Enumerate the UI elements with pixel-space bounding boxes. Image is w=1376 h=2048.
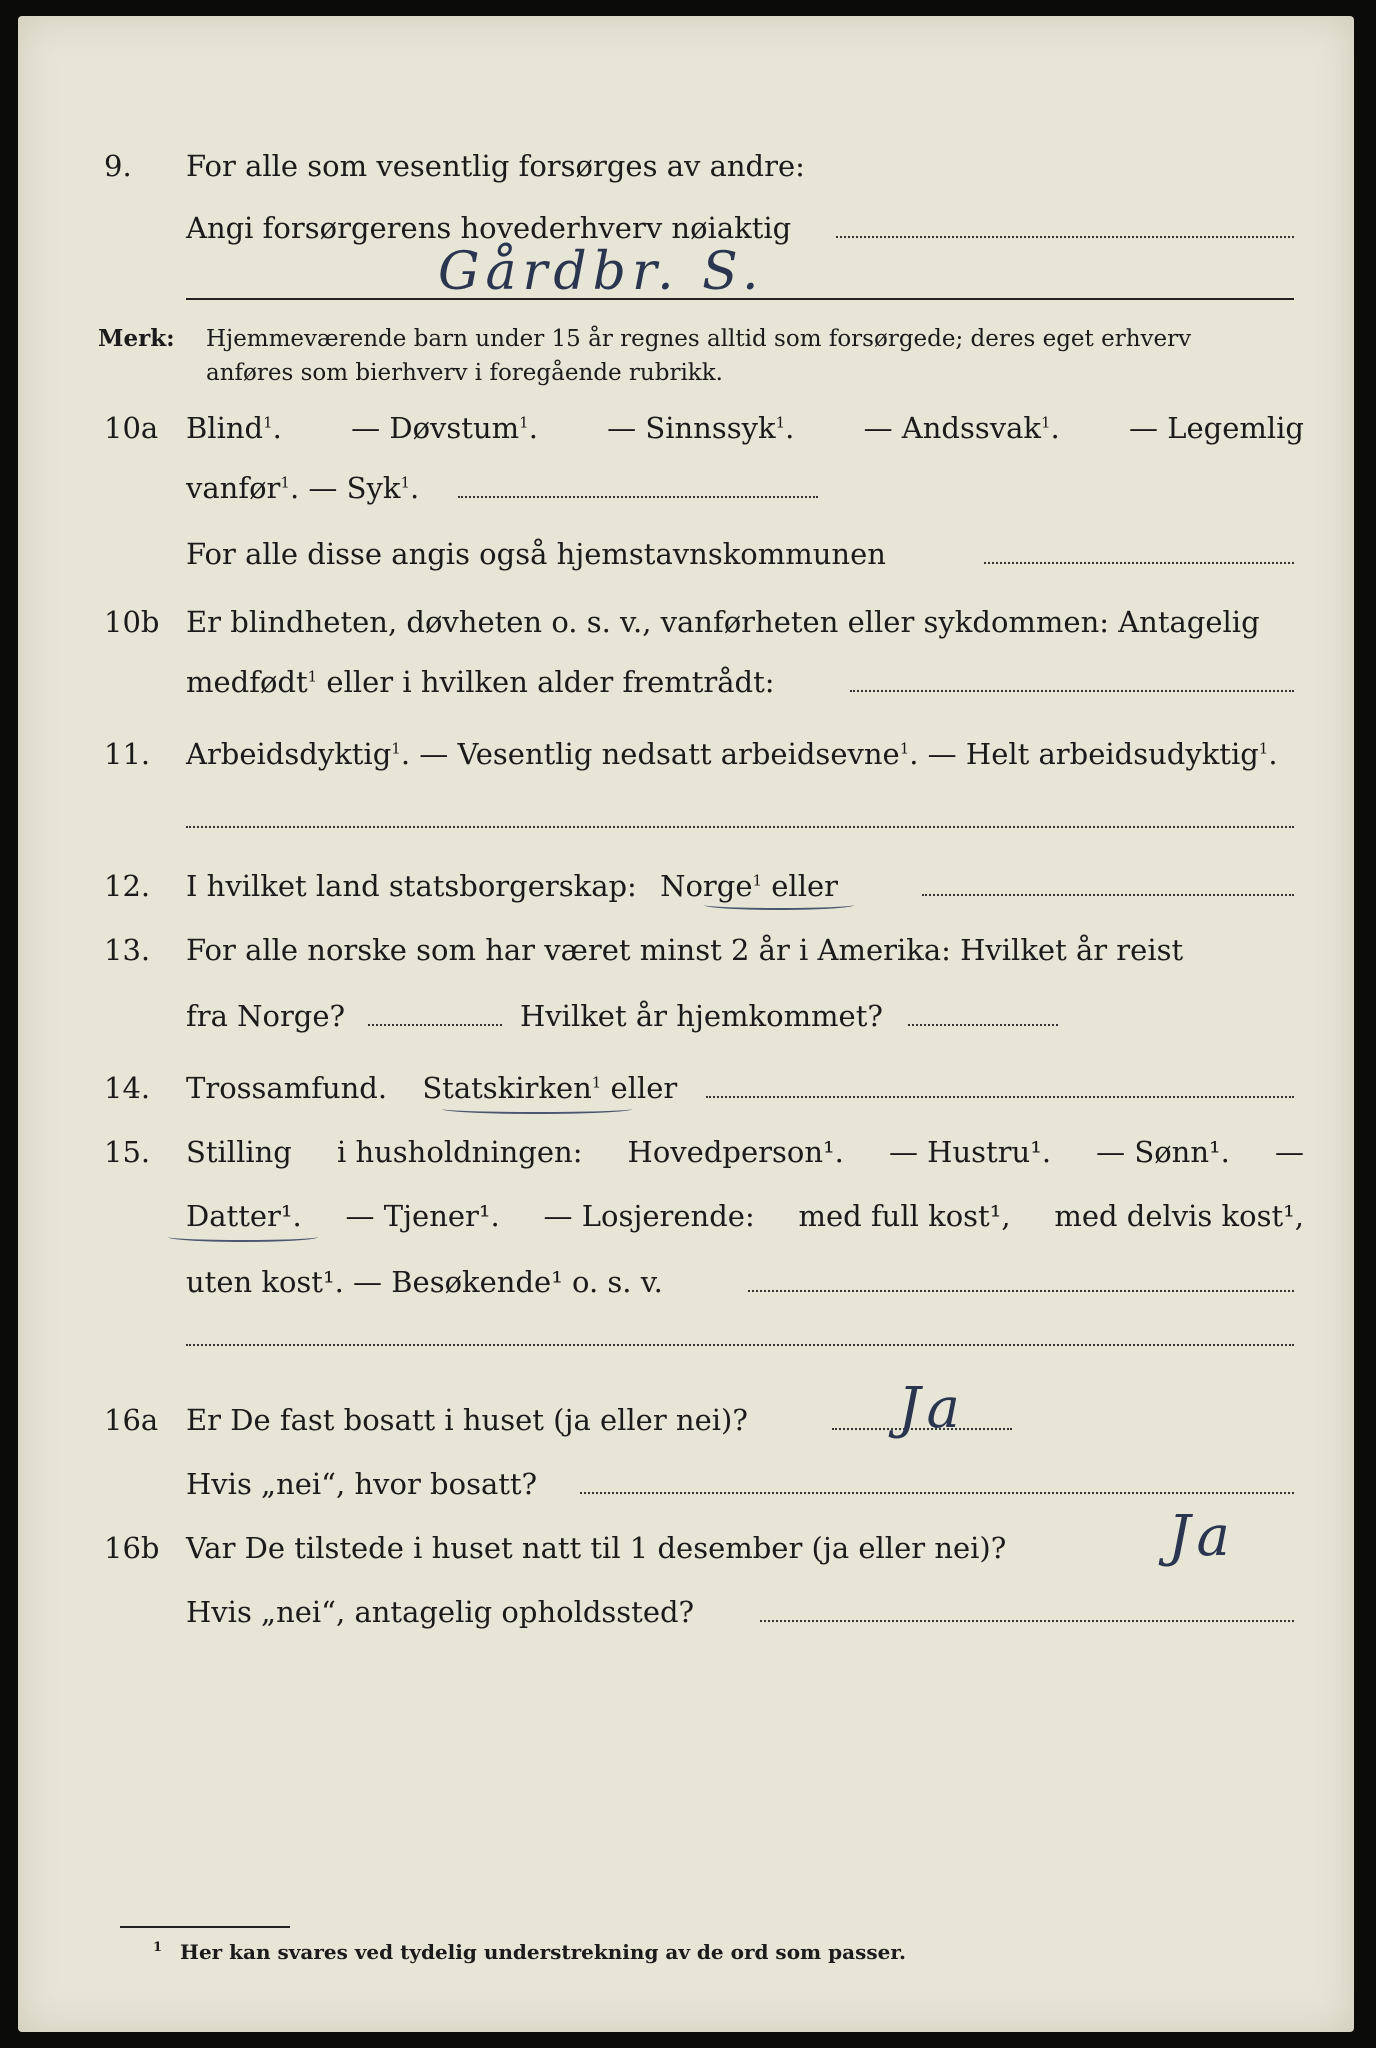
q13-number: 13.	[104, 933, 151, 967]
q15-husholdningen: i husholdningen:	[336, 1135, 583, 1169]
q12-text: I hvilket land statsborgerskap:	[186, 869, 637, 903]
q15-sonn: — Sønn¹.	[1096, 1135, 1230, 1169]
q10b-number: 10b	[104, 605, 160, 639]
q10b-alder: eller i hvilken alder fremtrådt:	[317, 665, 775, 699]
q14-eller: eller	[601, 1071, 678, 1105]
q16b-number: 16b	[104, 1531, 160, 1565]
q11-number: 11.	[104, 737, 151, 771]
q11-answer-line	[186, 826, 1294, 828]
footnote-mark: 1	[153, 1940, 163, 1956]
q10b-medfodt: medfødt	[186, 665, 308, 699]
census-form-page: 9. For alle som vesentlig forsørges av andre: Angi forsørgerens hovederhverv nøiaktig Gårdbr. S. Merk: Hjemmeværende barn under 15 år regnes alltid som forsørgede; deres eget erhverv anføres som bierhverv i foregående rubrikk. 10a Blind$^1$. — Døvstum$^1$. — Sinnssyk$^1$. — Andssvak$^1$. — Legemlig vanfør$^1$. — Syk$^1$. For alle disse angis også hjemstavnskommunen 10b Er blindheten, døvheten o. s. v., vanførheten eller sykdommen: Antagelig medfødt$^1$ eller i hvilken alder fremtrådt: 11. Arbeidsdyktig$^1$. — Vesentlig nedsatt arbeidsevne$^1$. — Helt arbeidsudyktig$^1$. 12. I hvilket land statsborgerskap: Norge$^1$ eller 13. For alle norske som har været minst 2 år i Amerika: Hvilket år reist fra Norge? Hvilket år hjemkommet? 14. Trossamfund. Statskirken$^1$ eller 15. Stilling i husholdningen: Hovedperson¹. — Hustru¹. — Sønn¹. — Datter¹. — Tjener¹. — Losjerende: med full kost¹, med delvis kost¹, uten kost¹. — Besøkende¹ o. s. v. 16a Er De fast bosatt i huset (ja eller nei)? Ja Hvis „nei“, hvor bosatt? 16b Var De tilstede i huset natt til 1 desember (ja eller nei)? Ja Hvis „nei“, antagelig opholdssted? $^1$ Her kan svares ved tydelig understrekning av de ord som passer.	[18, 16, 1354, 2032]
q10a-dovstum: — Døvstum	[351, 411, 520, 445]
q16a-text2: Hvis „nei“, hvor bosatt?	[186, 1467, 538, 1501]
q10a-legemlig: — Legemlig	[1129, 411, 1304, 445]
q9-answer-line	[836, 236, 1294, 238]
q15-dash: —	[1274, 1135, 1304, 1169]
q11-arbeidsdyktig: Arbeidsdyktig	[186, 737, 392, 771]
q15-losjerende: — Losjerende:	[543, 1199, 755, 1233]
q15-answer-line	[748, 1290, 1294, 1292]
q12-answer-line	[922, 894, 1294, 896]
q10a-hjemstavn-line	[984, 562, 1294, 564]
q15-tjener: — Tjener¹.	[345, 1199, 500, 1233]
q15-delvis-kost: med delvis kost¹,	[1054, 1199, 1304, 1233]
q16a-bosatt-line	[580, 1492, 1294, 1494]
merk-text2: anføres som bierhverv i foregående rubrikk.	[206, 360, 723, 386]
q15-stilling: Stilling	[186, 1135, 292, 1169]
q16a-number: 16a	[104, 1403, 159, 1437]
q16a-text1: Er De fast bosatt i huset (ja eller nei)?	[186, 1403, 748, 1437]
q11-nedsatt: . — Vesentlig nedsatt arbeidsevne	[400, 737, 900, 771]
q14-statskirken-underline	[442, 1104, 632, 1114]
q12-number: 12.	[104, 869, 151, 903]
q13-reist-line	[368, 1024, 502, 1026]
q16b-opholdssted-line	[760, 1620, 1294, 1622]
q10a-sinnssyk: — Sinnssyk	[607, 411, 776, 445]
q15-full-kost: med full kost¹,	[798, 1199, 1011, 1233]
q15-uten-kost: uten kost¹. — Besøkende¹ o. s. v.	[186, 1265, 663, 1299]
q10a-syk: . — Syk	[289, 471, 401, 505]
q9-number: 9.	[104, 149, 132, 183]
q10b-answer-line	[850, 690, 1294, 692]
q14-answer-line	[706, 1096, 1294, 1098]
q12-norge-underline	[704, 900, 854, 910]
footnote-text: Her kan svares ved tydelig understrekning av de ord som passer.	[180, 1940, 907, 1964]
q13-hjemkommet-line	[908, 1024, 1058, 1026]
q9-handwritten-answer: Gårdbr. S.	[438, 242, 765, 302]
q15-answer-line2	[186, 1344, 1294, 1346]
q15-hovedperson: Hovedperson¹.	[627, 1135, 844, 1169]
q16b-handwritten-answer: Ja	[1168, 1504, 1236, 1569]
q9-prompt: Angi forsørgerens hovederhverv nøiaktig	[186, 211, 792, 245]
q10a-options: Blind$^1$. — Døvstum$^1$. — Sinnssyk$^1$. — Andssvak$^1$. — Legemlig	[186, 408, 1304, 448]
q13-reist: fra Norge?	[186, 999, 346, 1033]
footnote	[153, 1940, 906, 1964]
q16a-handwritten-answer: Ja	[898, 1376, 966, 1441]
q15-hustru: — Hustru¹.	[888, 1135, 1052, 1169]
q16b-text1: Var De tilstede i huset natt til 1 desember (ja eller nei)?	[186, 1531, 1007, 1565]
q14-statskirken: Statskirken	[422, 1071, 592, 1105]
q15-datter-underline	[168, 1232, 318, 1242]
q9-text: For alle som vesentlig forsørges av andre:	[186, 149, 805, 183]
q12-eller: eller	[762, 869, 839, 903]
q10a-andssvak: — Andssvak	[863, 411, 1041, 445]
merk-text1: Hjemmeværende barn under 15 år regnes alltid som forsørgede; deres eget erhverv	[206, 326, 1192, 352]
q10b-text1: Er blindheten, døvheten o. s. v., vanførheten eller sykdommen: Antagelig	[186, 605, 1260, 639]
q13-hjemkommet: Hvilket år hjemkommet?	[520, 999, 883, 1033]
footnote-rule	[120, 1926, 290, 1928]
q14-number: 14.	[104, 1071, 151, 1105]
q15-datter: Datter¹.	[186, 1199, 302, 1233]
q13-text1: For alle norske som har været minst 2 år i Amerika: Hvilket år reist	[186, 933, 1184, 967]
q14-trossamfund: Trossamfund.	[186, 1071, 388, 1105]
q12-norge: Norge	[660, 869, 753, 903]
q10a-number: 10a	[104, 411, 159, 445]
q10a-vanfor: vanfør	[186, 471, 281, 505]
q10a-syk-line	[458, 496, 818, 498]
q10a-hjemstavn: For alle disse angis også hjemstavnskommunen	[186, 537, 886, 571]
q10a-blind: Blind	[186, 411, 264, 445]
q16b-text2: Hvis „nei“, antagelig opholdssted?	[186, 1595, 695, 1629]
q11-udyktig: . — Helt arbeidsudyktig	[909, 737, 1259, 771]
merk-label: Merk:	[98, 325, 175, 352]
q15-number: 15.	[104, 1135, 151, 1169]
